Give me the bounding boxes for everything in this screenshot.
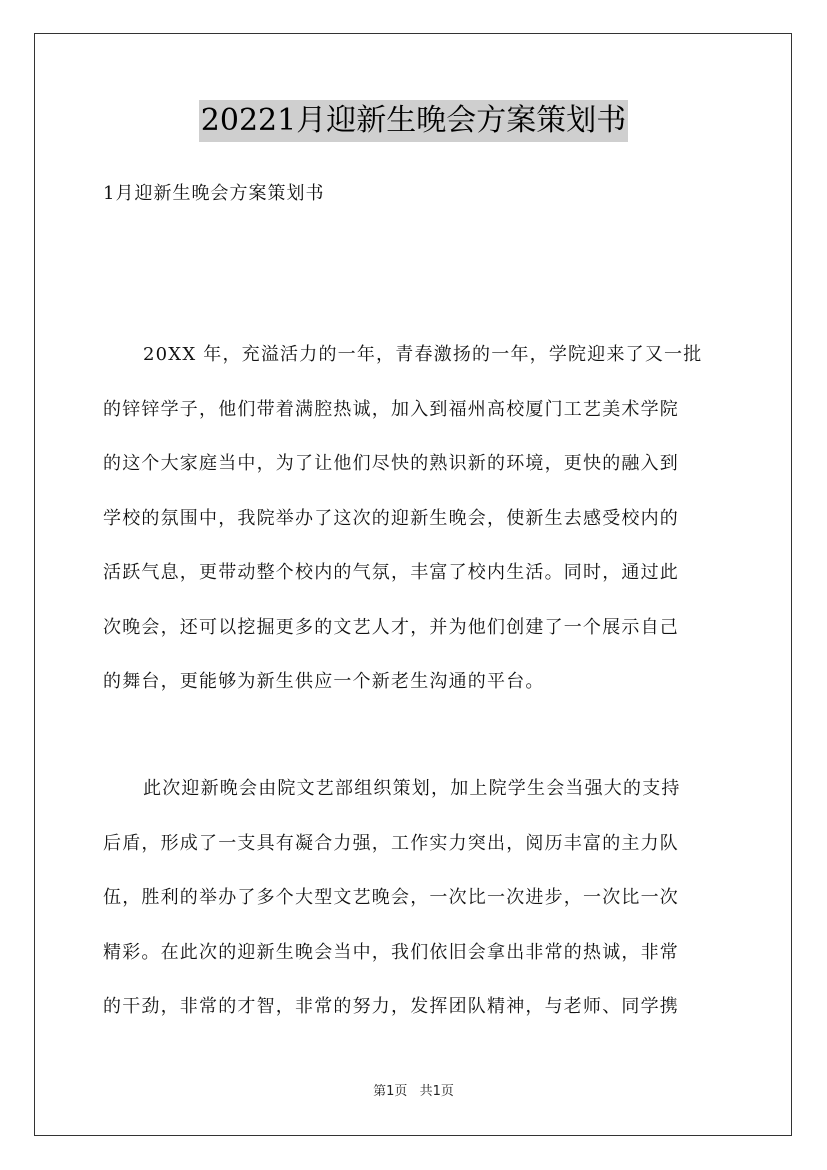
paragraph-line: 活跃气息，更带动整个校内的气氛，丰富了校内生活。同时，通过此 bbox=[103, 562, 679, 583]
paragraph-line: 的舞台，更能够为新生供应一个新老生沟通的平台。 bbox=[103, 671, 545, 692]
page-footer bbox=[0, 1083, 827, 1101]
paragraph-line: 此次迎新晚会由院文艺部组织策划，加上院学生会当强大的支持 bbox=[143, 778, 681, 799]
document-subtitle: 1月迎新生晚会方案策划书 bbox=[103, 183, 325, 204]
page-total: 共1页 bbox=[419, 1084, 454, 1099]
page-number: 第1页 bbox=[373, 1084, 408, 1099]
paragraph-line: 的干劲，非常的才智，非常的努力，发挥团队精神，与老师、同学携 bbox=[103, 996, 679, 1017]
document-title: 20221月迎新生晚会方案策划书 bbox=[199, 100, 628, 142]
paragraph-line: 次晚会，还可以挖掘更多的文艺人才，并为他们创建了一个展示自己 bbox=[103, 616, 679, 638]
paragraph-2 bbox=[103, 762, 727, 1035]
paragraph-line: 精彩。在此次的迎新生晚会当中，我们依旧会拿出非常的热诚，非常 bbox=[103, 941, 679, 963]
paragraph-1 bbox=[103, 328, 727, 710]
paragraph-line: 的锌锌学子，他们带着满腔热诚，加入到福州高校厦门工艺美术学院 bbox=[103, 398, 679, 420]
paragraph-line: 学校的氛围中，我院举办了这次的迎新生晚会，使新生去感受校内的 bbox=[103, 507, 679, 529]
paragraph-line: 伍，胜利的举办了多个大型文艺晚会，一次比一次进步，一次比一次 bbox=[103, 887, 679, 908]
paragraph-line: 的这个大家庭当中，为了让他们尽快的熟识新的环境，更快的融入到 bbox=[103, 453, 679, 474]
paragraph-line: 后盾，形成了一支具有凝合力强，工作实力突出，阅历丰富的主力队 bbox=[103, 832, 679, 854]
paragraph-line: 20XX 年，充溢活力的一年，青春激扬的一年，学院迎来了又一批 bbox=[143, 344, 703, 365]
title-container bbox=[0, 100, 827, 142]
